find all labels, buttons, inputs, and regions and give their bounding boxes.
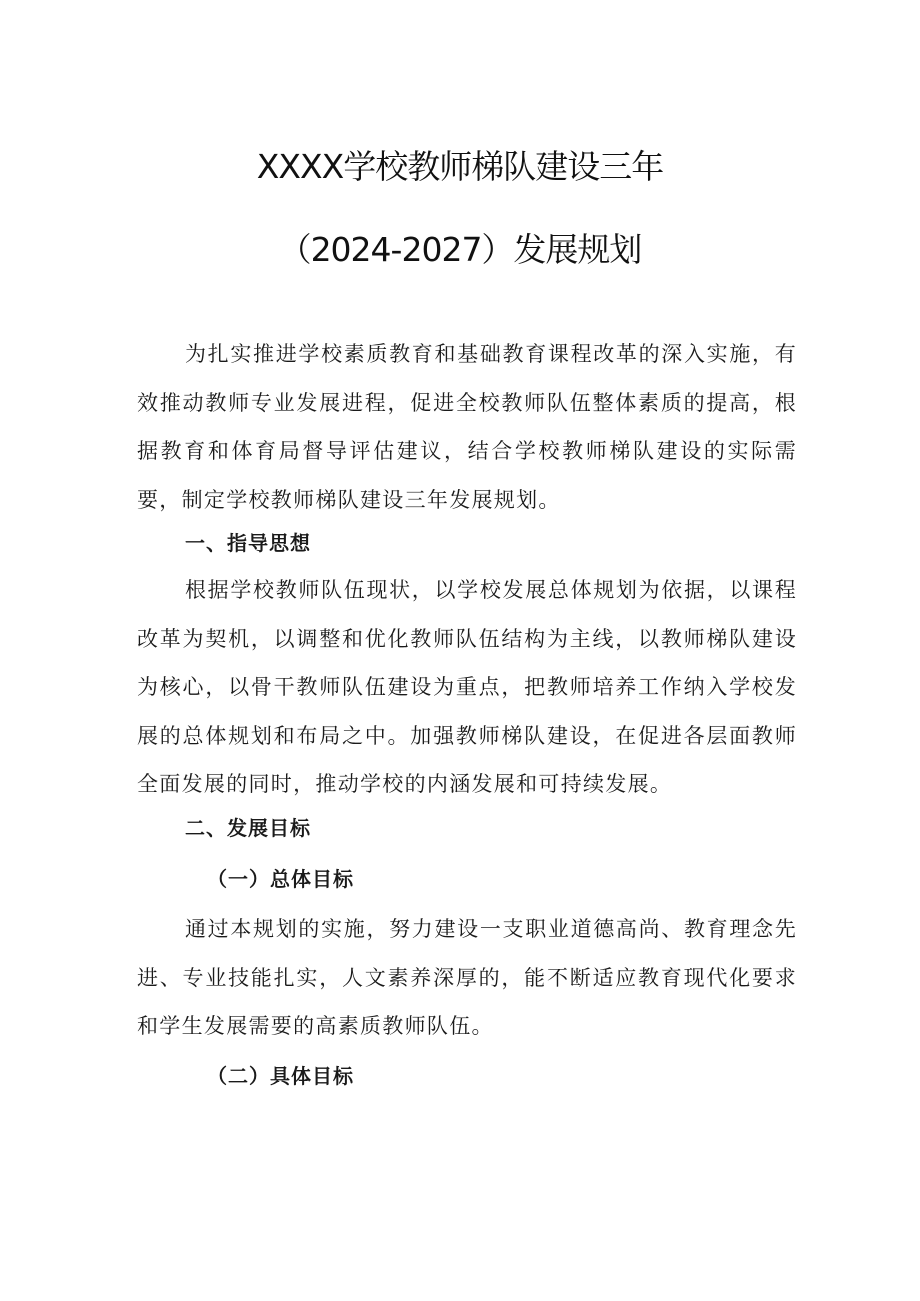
intro-section bbox=[137, 330, 797, 524]
section-1-body bbox=[137, 566, 797, 809]
subsection-2-2 bbox=[137, 1052, 797, 1101]
section-1-paragraph: 根据学校教师队伍现状，以学校发展总体规划为依据，以课程改革为契机，以调整和优化教师队伍结构为主线，以教师梯队建设为核心，以骨干教师队伍建设为重点，把教师培养工作纳入学校发展的总体规划和布局之中。加强教师梯队建设，在促进各层面教师全面发展的同时，推动学校的内涵发展和可持续发展。 bbox=[137, 578, 797, 796]
subsection-2-1-body bbox=[137, 905, 797, 1051]
document-title-line-1: XXXX学校教师梯队建设三年 bbox=[256, 147, 664, 186]
section-2 bbox=[137, 804, 797, 853]
section-1-heading: 一、指导思想 bbox=[185, 531, 311, 555]
subsection-2-2-heading: （二）具体目标 bbox=[207, 1064, 354, 1088]
section-1 bbox=[137, 519, 797, 568]
subsection-2-1-heading: （一）总体目标 bbox=[207, 867, 354, 891]
subsection-2-1 bbox=[137, 855, 797, 904]
intro-paragraph: 为扎实推进学校素质教育和基础教育课程改革的深入实施，有效推动教师专业发展进程，促进全校教师队伍整体素质的提高，根据教育和体育局督导评估建议，结合学校教师梯队建设的实际需要，制定学校教师梯队建设三年发展规划。 bbox=[137, 342, 797, 512]
document-title-line-2: （2024-2027）发展规划 bbox=[278, 230, 642, 269]
section-2-heading: 二、发展目标 bbox=[185, 816, 311, 840]
subsection-2-1-paragraph: 通过本规划的实施，努力建设一支职业道德高尚、教育理念先进、专业技能扎实，人文素养深厚的，能不断适应教育现代化要求和学生发展需要的高素质教师队伍。 bbox=[137, 917, 797, 1038]
